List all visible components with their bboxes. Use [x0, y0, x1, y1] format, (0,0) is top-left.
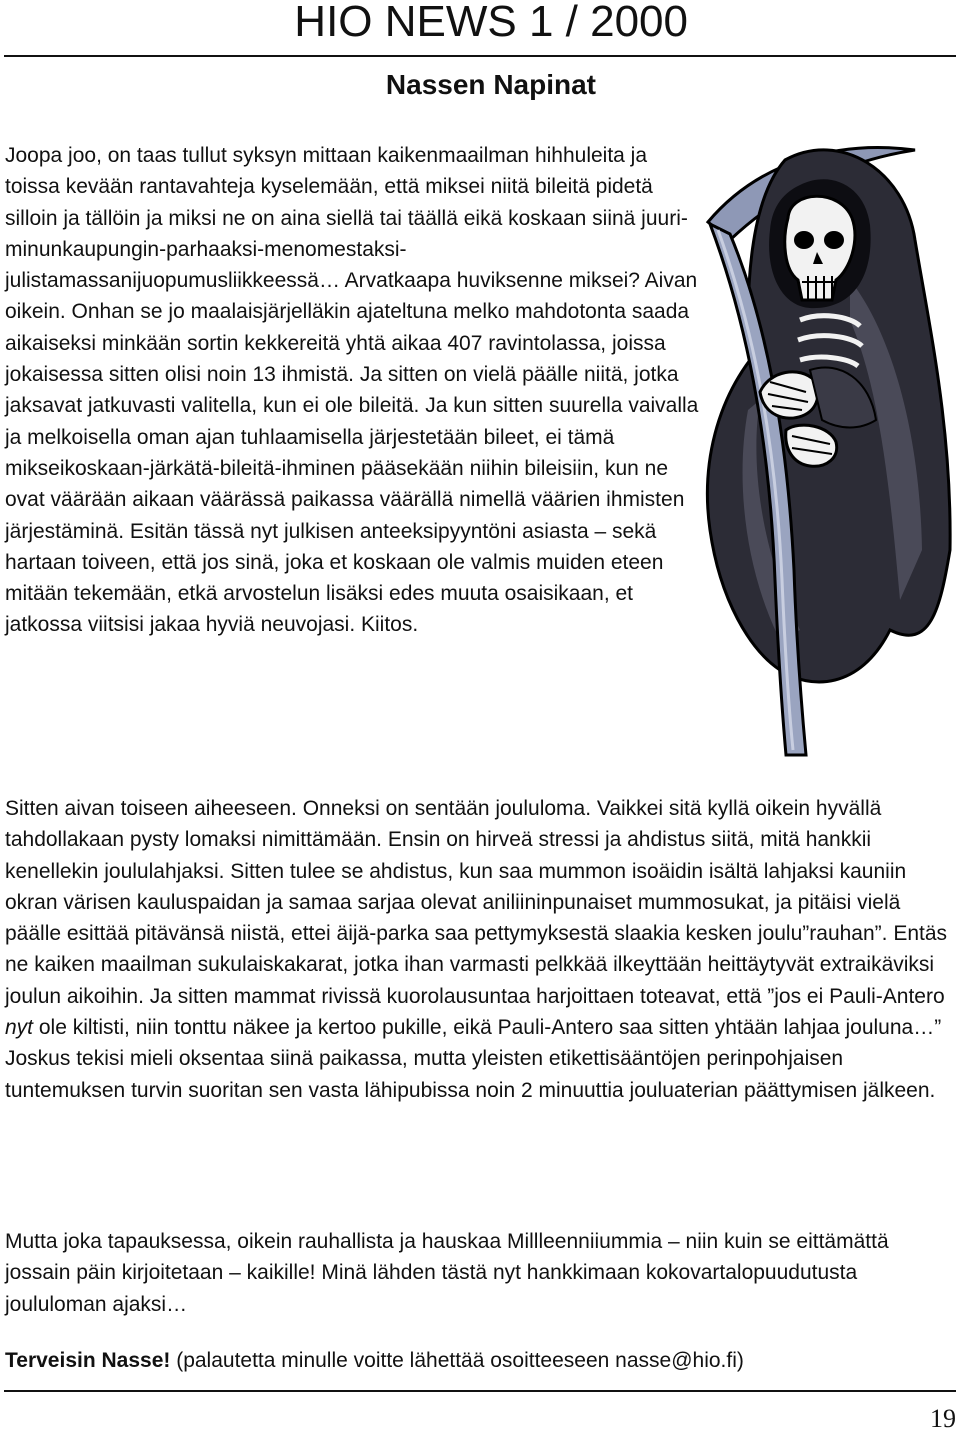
paragraph-2-emphasis: nyt	[5, 1016, 34, 1040]
article-title: Nassen Napinat	[385, 69, 596, 100]
article-paragraph-2	[5, 793, 957, 1106]
signoff	[5, 1345, 957, 1376]
paragraph-2-text-a: Sitten aivan toiseen aiheeseen. Onneksi on sentään joululoma. Vaikkei sitä kyllä oikein hyvällä tahdollakaan pysty lomaksi nimittämään. Ensin on hirveä stressi ja ahdistus siitä, mitä hankkii kenellekin joululahjaksi. Sitten tulee se ahdistus, kun saa mummon isoäidin isältä lahjaksi kauniin okran värisen kauluspaidan ja samaa sarjaa olevat aniliininpunaiset mummosukat, ja pitäisi vielä päälle esittää pitävänsä niistä, ettei äijä-parka saa pettymyksestä slaakia kesken joulu”rauhan”. Entäs ne kaiken maailman sukulaiskakarat, jotka ihan varmasti pelkkää ilkeyttään heittäytyvät extraikäviksi joulun aikoihin. Ja sitten mammat rivissä kuorolausuntaa harjoittaen toteavat, että ”jos ei Pauli-Antero	[5, 797, 948, 1008]
paragraph-2-text-b: ole kiltisti, niin tonttu näkee ja kertoo pukille, eikä Pauli-Antero saa sitten yhtään lahjaa jouluna…” Joskus tekisi mieli oksentaa siinä paikassa, mutta yleisten etikettisääntöjen perinpohjaisen tuntemuksen turvin suoritan sen vasta lähipubissa noin 2 minuuttia jouluaterian päättymisen jälkeen.	[5, 1016, 942, 1102]
signoff-feedback: (palautetta minulle voitte lähettää osoitteeseen nasse@hio.fi)	[170, 1349, 744, 1372]
grim-reaper-icon	[690, 130, 955, 760]
footer-divider	[4, 1390, 956, 1392]
masthead	[0, 0, 960, 50]
article-paragraph-3: Mutta joka tapauksessa, oikein rauhallista ja hauskaa Millleenniiummia – niin kuin se eittämättä jossain päin kirjoitetaan – kaikille! Minä lähden tästä nyt hankkimaan kokovartalopuudutusta joululoman ajaksi…	[5, 1230, 889, 1316]
page-number: 19	[930, 1404, 956, 1433]
newsletter-title: HIO NEWS 1 / 2000	[294, 0, 688, 46]
article-paragraph-1: Joopa joo, on taas tullut syksyn mittaan kaikenmaailman hihhuleita ja toissa kevään rantavahteja kyselemään, että miksei niitä bileitä pidetä silloin ja tällöin ja miksi ne on aina siellä tai täällä eikä koskaan siinä juuri-minunkaupungin-parhaaksi-menomestaksi-julistamassanijuopumusliikkeessä… Arvatkaapa huviksenne miksei? Aivan oikein. Onhan se jo maalaisjärjelläkin ajateltuna melko mahdotonta saada aikaiseksi minkään sortin kekkereitä yhtä aikaa 407 ravintolassa, joissa jokaisessa sitten olisi noin 13 ihmistä. Ja sitten on vielä päälle niitä, jotka jaksavat jatkuvasti valitella, kun ei ole bileitä. Ja kun sitten suurella vaivalla ja melkoisella oman ajan tuhlaamisella järjestetään bileet, ei tämä mikseikoskaan-järkätä-bileitä-ihminen pääsekään niihin bileisiin, kun ne ovat väärään aikaan väärässä paikassa väärällä nimellä väärien ihmisten järjestäminä. Esitän tässä nyt julkisen anteeksipyyntöni asiasta – sekä hartaan toiveen, että jos sinä, joka et koskaan ole valmis muiden eteen mitään tekemään, etkä arvostelun lisäksi edes muuta osaisikaan, et jatkossa viitsisi jakaa hyviä neuvojasi. Kiitos.	[5, 144, 699, 637]
signoff-greeting: Terveisin Nasse!	[5, 1349, 171, 1372]
header-divider	[4, 55, 956, 57]
